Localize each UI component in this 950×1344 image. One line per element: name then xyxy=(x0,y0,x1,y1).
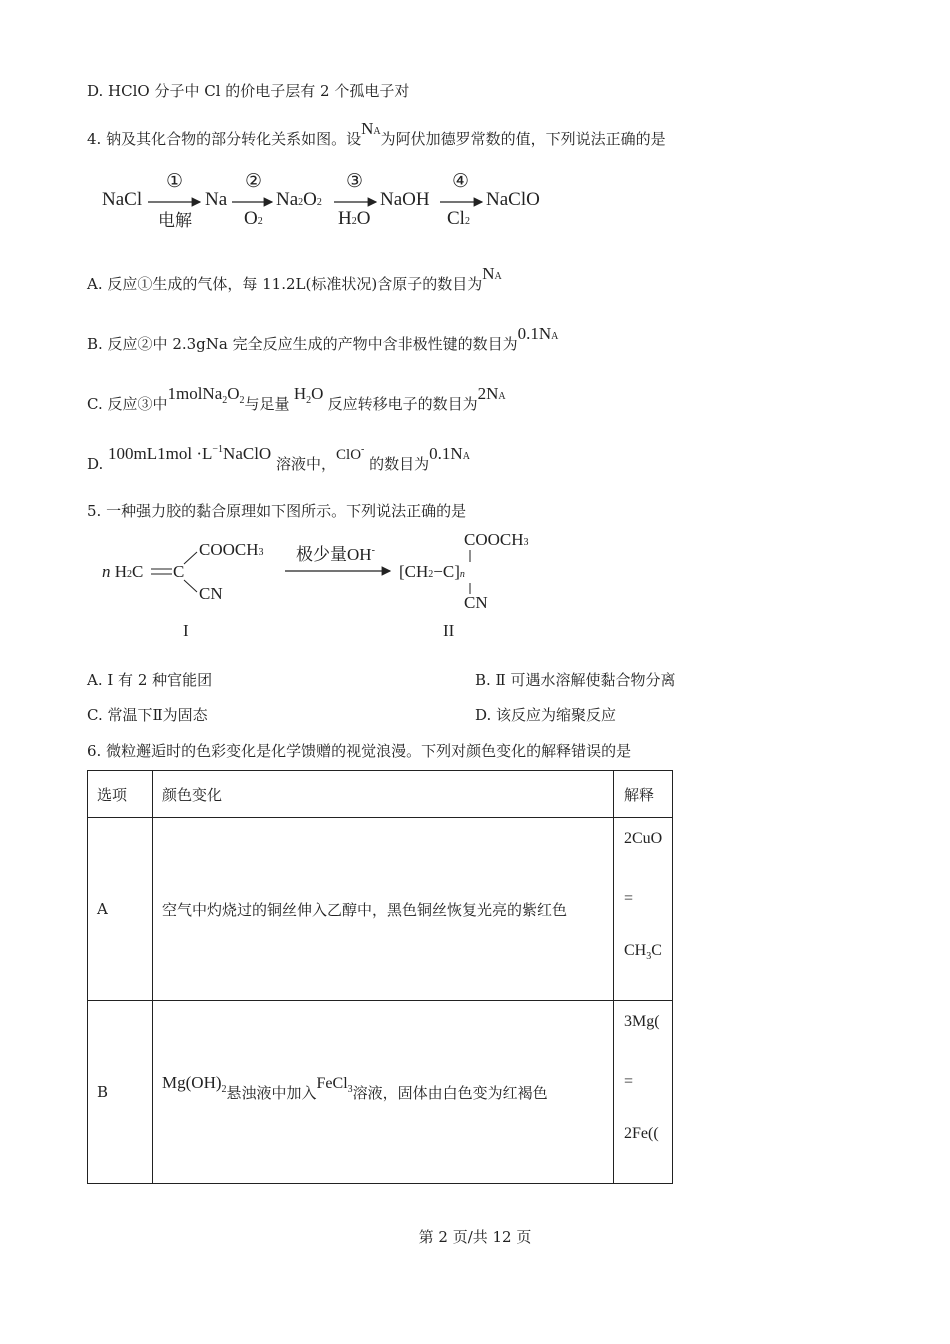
q6-stem: 6. 微粒邂逅时的色彩变化是化学馈赠的视觉浪漫。下列对颜色变化的解释错误的是 xyxy=(87,742,632,760)
q5-option-d: D. 该反应为缩聚反应 xyxy=(475,706,617,724)
monomer-cyano-group: CN xyxy=(199,584,223,603)
monomer-formula: n H2C xyxy=(102,562,144,581)
row-a-explanation: 2CuO = $CH_3C$ xyxy=(614,818,673,1001)
scheme-label-o2: O2 xyxy=(244,208,263,229)
q5-option-c: C. 常温下Ⅱ为固态 xyxy=(87,706,208,724)
q5-stem: 5. 一种强力胶的黏合原理如下图所示。下列说法正确的是 xyxy=(87,502,467,520)
scheme-naoh: NaOH xyxy=(380,189,430,210)
na-symbol: NA xyxy=(361,119,381,138)
bond-to-ester xyxy=(184,552,197,564)
scheme-circle-2: ② xyxy=(245,171,263,192)
table-row xyxy=(88,818,673,1001)
polymer-chain: [CH2−C]n xyxy=(399,562,465,581)
q4-option-c: C. 反应③中$1molNa_2O_2$与足量 $H_2O$ 反应转移电子的数目为2NA xyxy=(87,384,506,413)
reaction-condition: 极少量OH- xyxy=(296,545,375,564)
scheme-circle-3: ③ xyxy=(346,171,364,192)
polymer-cyano-group: CN xyxy=(464,593,488,612)
q4-option-d: D. $100mL1mol \cdot L^{-1}NaClO$ 溶液中，ClO- 的数目为0.1NA xyxy=(87,444,470,473)
q4-stem-b: 为阿伏加德罗常数的值，下列说法正确的是 xyxy=(380,130,666,148)
q6-table xyxy=(87,770,673,1184)
q5-option-b: B. Ⅱ 可遇水溶解使黏合物分离 xyxy=(475,671,676,689)
polymer-ester-group: COOCH3 xyxy=(464,530,529,549)
scheme-circle-1: ① xyxy=(166,171,184,192)
header-option: 选项 xyxy=(88,771,153,818)
q5-option-a: A. Ⅰ 有 2 种官能团 xyxy=(87,671,213,689)
scheme-nacl: NaCl xyxy=(102,189,143,210)
scheme-na: Na xyxy=(205,189,228,210)
scheme-label-h2o: H2O xyxy=(338,208,371,229)
header-color-change: 颜色变化 xyxy=(153,771,614,818)
q5-bonds xyxy=(0,520,950,630)
scheme-label-cl2: Cl2 xyxy=(447,208,470,229)
q4-option-a: A. 反应①生成的气体，每 11.2L(标准状况)含原子的数目为NA xyxy=(87,264,502,293)
label-ii: II xyxy=(443,621,455,640)
monomer-ester-group: COOCH3 xyxy=(199,540,264,559)
scheme-label-electrolysis: 电解 xyxy=(158,211,192,230)
q4-option-b: B. 反应②中 2.3gNa 完全反应生成的产物中含非极性键的数目为0.1NA xyxy=(87,324,559,353)
row-b-explanation: 3Mg( = 2Fe(( xyxy=(614,1001,673,1184)
q4-stem-a: 4. 钠及其化合物的部分转化关系如图。设 xyxy=(87,130,362,148)
scheme-circle-4: ④ xyxy=(452,171,470,192)
row-a-option: A xyxy=(88,818,153,1001)
table-header-row xyxy=(88,771,673,818)
table-row xyxy=(88,1001,673,1184)
scheme-arrows xyxy=(0,0,950,260)
scheme-na2o2: Na2O2 xyxy=(276,189,322,210)
monomer-carbon: C xyxy=(173,562,185,581)
header-explanation: 解释 xyxy=(614,771,673,818)
scheme-naclo: NaClO xyxy=(486,189,540,210)
page-footer: 第 2 页/共 12 页 xyxy=(418,1228,532,1246)
row-b-option: B xyxy=(88,1001,153,1184)
row-a-description: 空气中灼烧过的铜丝伸入乙醇中，黑色铜丝恢复光亮的紫红色 xyxy=(153,818,614,1001)
q3-option-d: D. HClO 分子中 Cl 的价电子层有 2 个孤电子对 xyxy=(87,82,410,100)
label-i: I xyxy=(183,621,189,640)
bond-to-cyano xyxy=(184,580,197,592)
row-b-description: $Mg(OH)_2$悬浊液中加入FeCl$_3$溶液，固体由白色变为红褐色 xyxy=(153,1001,614,1184)
